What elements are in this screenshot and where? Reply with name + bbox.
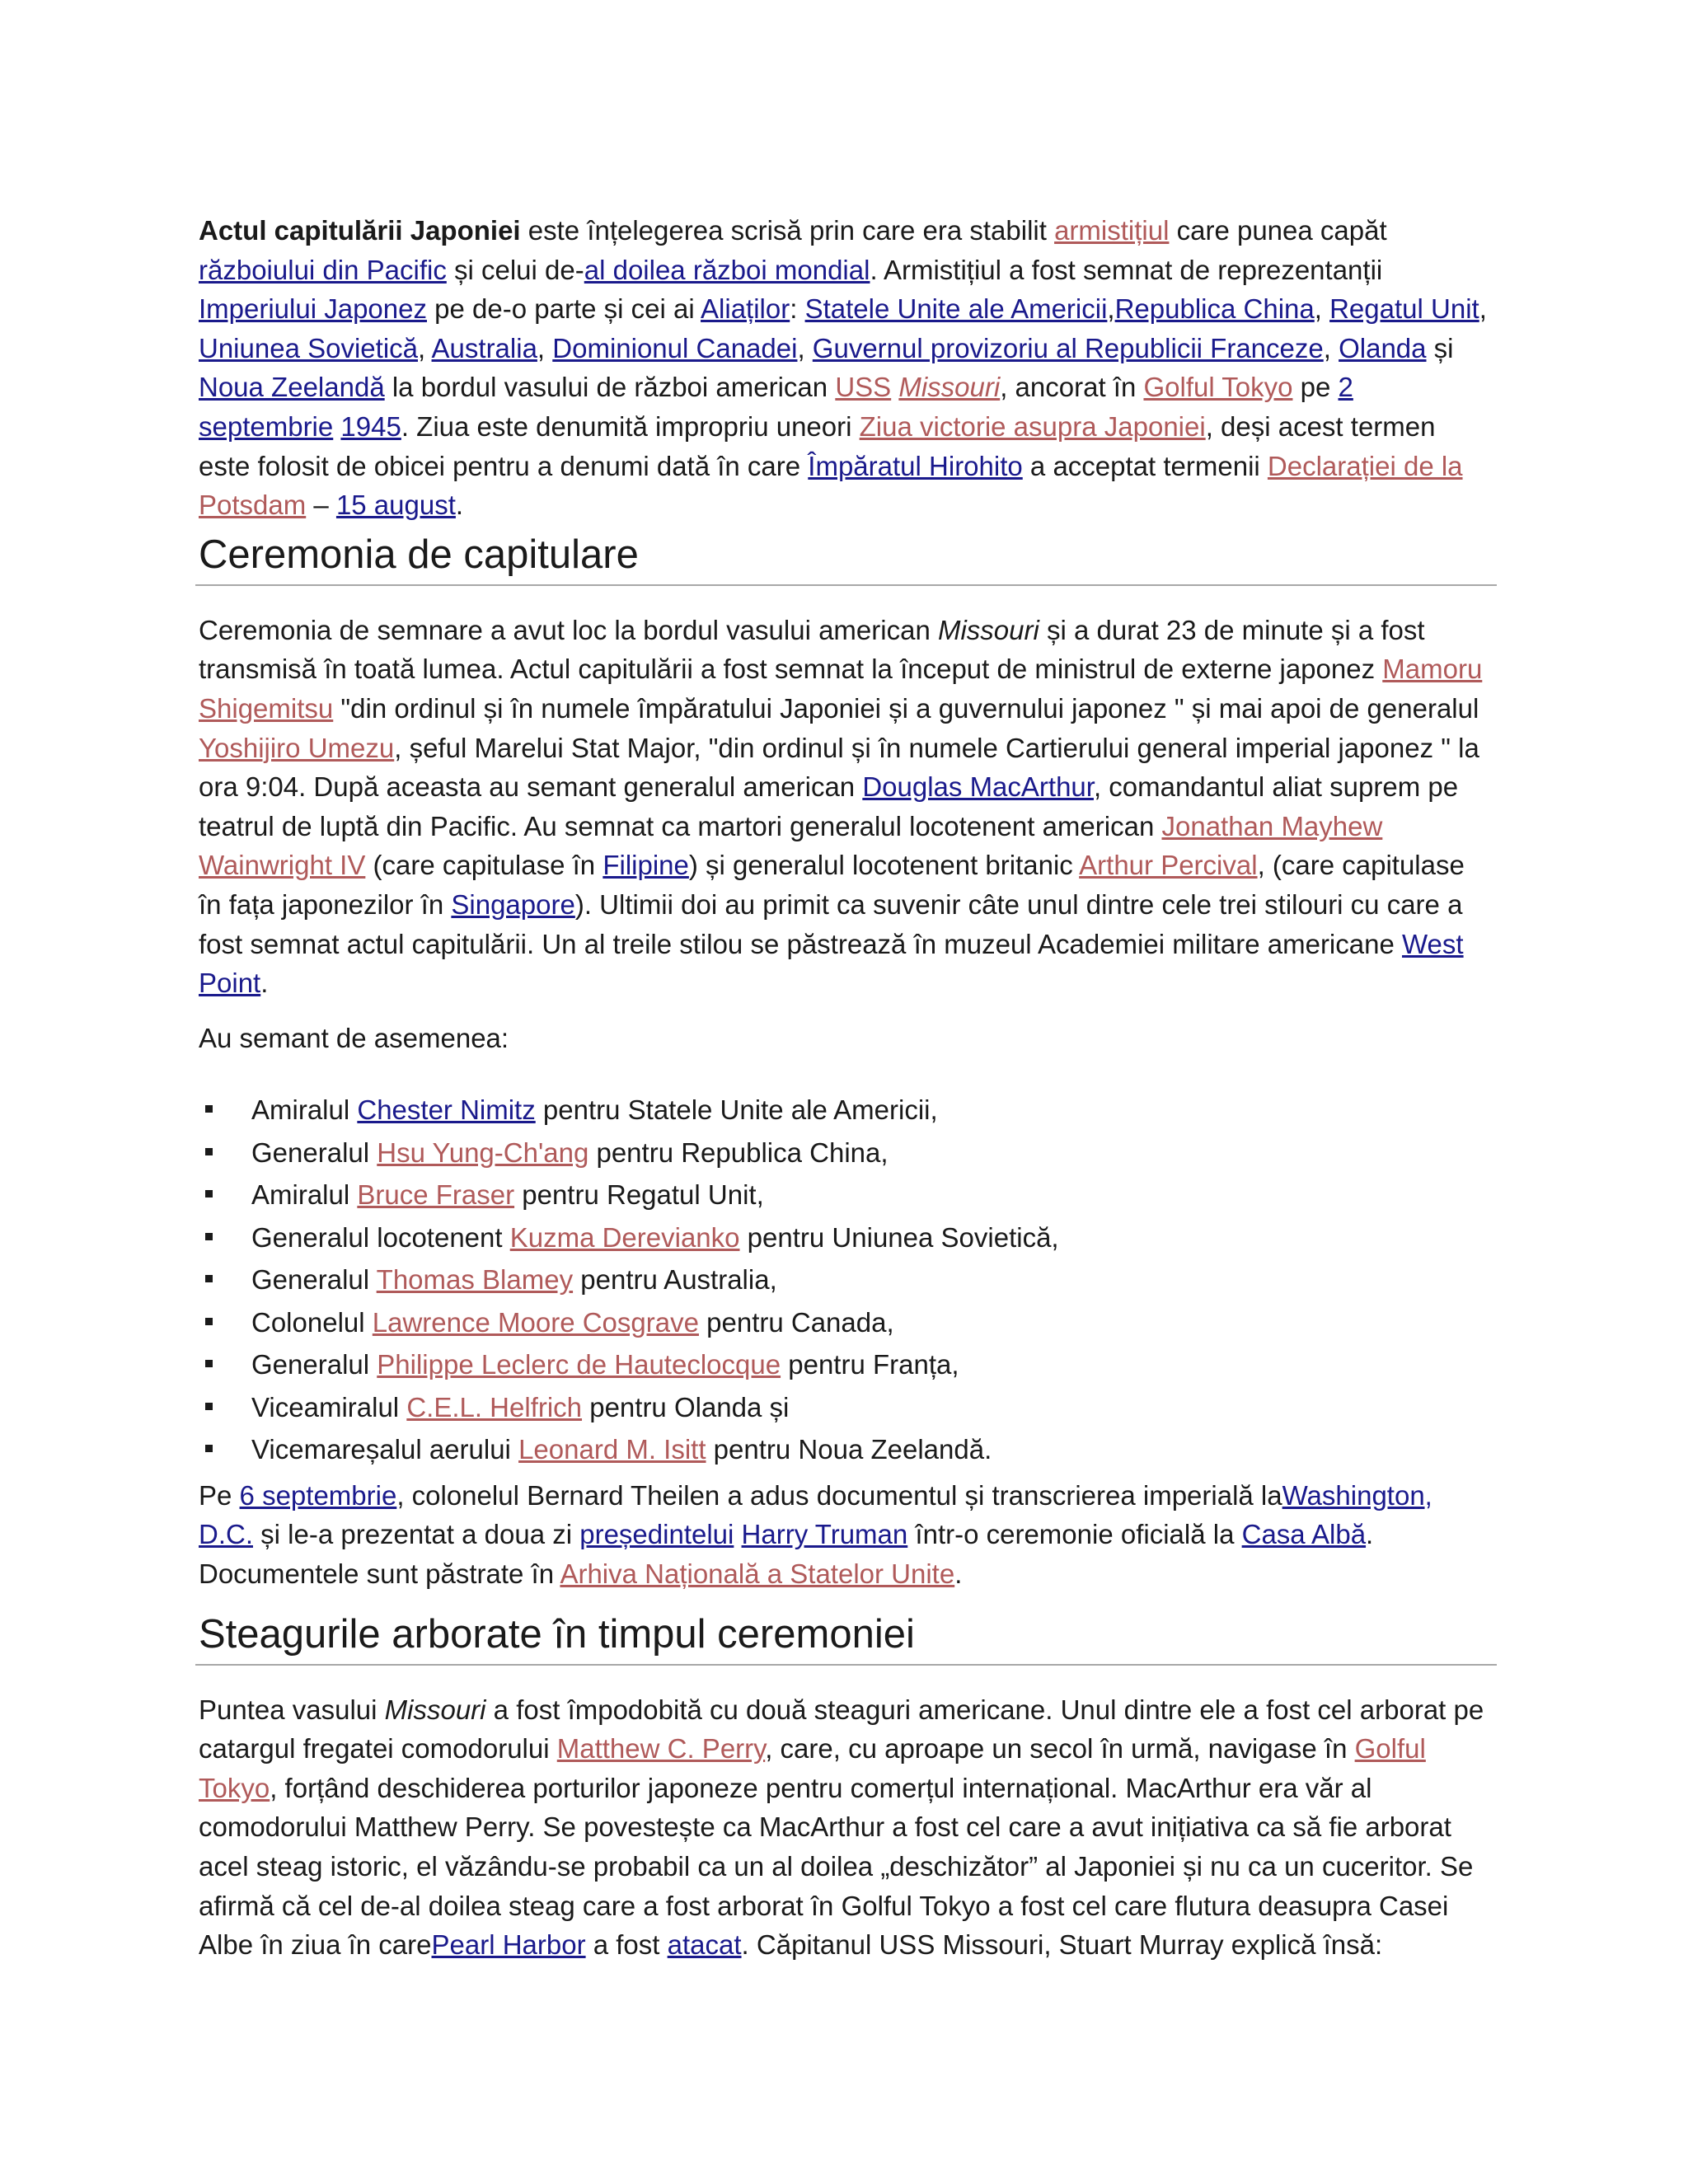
link-washington-d-c[interactable]: Washington, D.C. — [199, 1479, 1432, 1550]
link-kuzma-derevianko[interactable]: Kuzma Derevianko — [509, 1221, 740, 1253]
text-run: . Ziua este denumită impropriu uneori — [401, 410, 860, 442]
text-run: . Armistițiul a fost semnat de reprezentanții — [870, 254, 1383, 285]
ceremony-paragraph-1 — [199, 611, 1493, 1003]
link-uss[interactable]: USS — [835, 372, 892, 403]
signer-country: pentru Uniunea Sovietică, — [739, 1221, 1059, 1253]
text-run: și — [1426, 332, 1454, 363]
text-run: (care capitulase în — [365, 850, 603, 881]
ceremony-paragraph-3 — [199, 1476, 1493, 1594]
text-run: , colonelul Bernard Theilen a adus documentul și transcrierea imperială la — [396, 1479, 1282, 1511]
list-item — [199, 1216, 1493, 1259]
section-heading-flags: Steagurile arborate în timpul ceremoniei — [195, 1610, 1497, 1666]
text-run: la bordul vasului de război american — [384, 372, 836, 403]
text-run: , (care capitulase în fața japonezilor în — [199, 850, 1465, 920]
text-run: , — [1479, 293, 1487, 325]
square-bullet-icon — [205, 1233, 213, 1240]
text-run: , — [537, 332, 553, 363]
link-matthew-c-perry[interactable]: Matthew C. Perry — [556, 1733, 766, 1765]
link-australia[interactable]: Australia — [431, 332, 537, 363]
square-bullet-icon — [205, 1190, 213, 1197]
signer-country: pentru Franța, — [781, 1349, 959, 1380]
signer-role: Generalul locotenent — [251, 1221, 510, 1253]
text-run: , deși acest termen este folosit de obicei pentru a denumi dată în care — [199, 410, 1436, 481]
list-item — [199, 1343, 1493, 1386]
link-chester-nimitz[interactable]: Chester Nimitz — [357, 1094, 536, 1126]
link-harry-truman[interactable]: Harry Truman — [741, 1519, 908, 1550]
link-jonathan-mayhew-wainwright-iv[interactable]: Jonathan Mayhew Wainwright IV — [199, 810, 1383, 881]
link-singapore[interactable]: Singapore — [451, 888, 575, 920]
text-run: și le-a prezentat a doua zi — [253, 1519, 580, 1550]
link-c-e-l-helfrich[interactable]: C.E.L. Helfrich — [406, 1391, 583, 1422]
text-run: , comandantul aliat suprem pe teatrul de luptă din Pacific. Au semnat ca martori generalul locotenent american — [199, 771, 1459, 841]
square-bullet-icon — [205, 1445, 213, 1452]
bold-term: Actul capitulării Japoniei — [199, 215, 521, 246]
ceremony-paragraph-2: Au semant de asemenea: — [199, 1022, 509, 1053]
text-run: care punea capăt — [1169, 215, 1387, 246]
link-olanda[interactable]: Olanda — [1339, 332, 1427, 363]
link-1945[interactable]: 1945 — [340, 410, 401, 442]
section-flags-body — [199, 1690, 1493, 1965]
text-run: . Documentele sunt păstrate în — [199, 1519, 1374, 1589]
list-item — [199, 1258, 1493, 1301]
text-run: , — [1314, 293, 1330, 325]
signer-country: pentru Statele Unite ale Americii, — [535, 1094, 938, 1126]
link-6-septembrie[interactable]: 6 septembrie — [239, 1479, 397, 1511]
list-item — [199, 1132, 1493, 1174]
square-bullet-icon — [205, 1360, 213, 1367]
signer-role: Generalul — [251, 1137, 377, 1168]
italic-term: Missouri — [937, 614, 1039, 645]
square-bullet-icon — [205, 1105, 213, 1113]
square-bullet-icon — [205, 1275, 213, 1282]
text-run: a acceptat termenii — [1022, 450, 1268, 481]
link-hsu-yung-ch-ang[interactable]: Hsu Yung-Ch'ang — [377, 1137, 589, 1168]
text-run: Pe — [199, 1479, 240, 1511]
text-run: , care, cu aproape un secol în urmă, navigase în — [765, 1733, 1355, 1765]
square-bullet-icon — [205, 1148, 213, 1155]
text-run: și a durat 23 de minute și a fost transmisă în toată lumea. Actul capitulării a fost semnat la început de ministrul de externe japonez — [199, 614, 1425, 685]
link-pearl-harbor[interactable]: Pearl Harbor — [431, 1929, 586, 1961]
intro-paragraph — [199, 211, 1493, 525]
link-aliatilor[interactable]: Aliaților — [701, 293, 790, 325]
link-thomas-blamey[interactable]: Thomas Blamey — [376, 1264, 574, 1296]
signer-role: Colonelul — [251, 1306, 373, 1338]
text-run: pe de-o parte și cei ai — [427, 293, 701, 325]
link-razboiului-din-pacific[interactable]: războiului din Pacific — [199, 254, 447, 285]
text-run: – — [306, 490, 336, 521]
link-dominionul-canadei[interactable]: Dominionul Canadei — [552, 332, 798, 363]
link-filipine[interactable]: Filipine — [603, 850, 689, 881]
link-mamoru-shigemitsu[interactable]: Mamoru Shigemitsu — [199, 654, 1483, 724]
section-flags — [199, 1610, 1493, 1965]
link-noua-zeelanda[interactable]: Noua Zeelandă — [199, 372, 385, 403]
signer-country: pentru Canada, — [698, 1306, 894, 1338]
text-run — [891, 372, 898, 402]
text-run: este înțelegerea scrisă prin care era stabilit — [520, 215, 1055, 246]
link-lawrence-moore-cosgrave[interactable]: Lawrence Moore Cosgrave — [372, 1306, 699, 1338]
text-run: , ancorat în — [1000, 372, 1144, 403]
link-15-august[interactable]: 15 august — [335, 490, 456, 521]
text-run: a fost împodobită cu două steaguri americane. Unul dintre ele a fost cel arborat pe catargul fregatei comodorului — [199, 1694, 1484, 1765]
link-imperiului-japonez[interactable]: Imperiului Japonez — [199, 293, 427, 325]
signer-country: pentru Republica China, — [588, 1137, 889, 1168]
section-heading-ceremony: Ceremonia de capitulare — [195, 530, 1497, 586]
signer-country: pentru Australia, — [573, 1264, 777, 1296]
link-arhiva-nationala-a-statelor-unite[interactable]: Arhiva Națională a Statelor Unite — [560, 1558, 955, 1589]
link-philippe-leclerc-de-hauteclocque[interactable]: Philippe Leclerc de Hauteclocque — [377, 1349, 781, 1380]
link-regatul-unit[interactable]: Regatul Unit — [1329, 293, 1479, 325]
text-run: ). Ultimii doi au primit ca suvenir câte unul dintre cele trei stilouri cu care a fost semnat actul capitulării. Un al treile stilou se păstrează în muzeul Academiei militare americane — [199, 888, 1463, 959]
link-imparatul-hirohito[interactable]: Împăratul Hirohito — [808, 450, 1023, 481]
signer-country: pentru Noua Zeelandă. — [706, 1434, 992, 1465]
link-uniunea-sovietica[interactable]: Uniunea Sovietică — [199, 332, 418, 363]
link-leonard-m-isitt[interactable]: Leonard M. Isitt — [518, 1434, 706, 1465]
text-run: a fost — [585, 1929, 668, 1961]
signer-role: Vicemareșalul aerului — [251, 1434, 519, 1465]
link-arthur-percival[interactable]: Arthur Percival — [1079, 850, 1258, 881]
link-west-point[interactable]: West Point — [199, 928, 1464, 999]
text-run: și celui de- — [446, 254, 584, 285]
link-guvernul-provizoriu-al-republicii-franceze[interactable]: Guvernul provizoriu al Republicii Franceze — [812, 332, 1324, 363]
link-douglas-macarthur[interactable]: Douglas MacArthur — [862, 771, 1094, 803]
link-golful-tokyo[interactable]: Golful Tokyo — [199, 1733, 1426, 1803]
link-republica-china[interactable]: Republica China — [1114, 293, 1315, 325]
italic-term: Missouri — [384, 1694, 486, 1725]
link-declaratiei-de-la-potsdam[interactable]: Declarației de la Potsdam — [199, 450, 1463, 521]
text-run: , șeful Marelui Stat Major, "din ordinul și în numele Cartierului general imperial japonez " la ora 9:04. După aceasta au semant generalul american — [199, 732, 1479, 803]
signer-role: Generalul — [251, 1264, 377, 1296]
text-run: , — [1323, 332, 1339, 363]
link-presedintelui[interactable]: președintelui — [579, 1519, 734, 1550]
text-run: într-o ceremonie oficială la — [907, 1519, 1242, 1550]
text-run: Ceremonia de semnare a avut loc la bordul vasului american — [199, 614, 938, 645]
text-run: . — [260, 968, 269, 999]
link-golful-tokyo[interactable]: Golful Tokyo — [1143, 372, 1293, 403]
link-ziua-victorie-asupra-japoniei[interactable]: Ziua victorie asupra Japoniei — [859, 410, 1206, 442]
section-ceremony-body — [199, 611, 1493, 1594]
link-casa-alba[interactable]: Casa Albă — [1241, 1519, 1367, 1550]
text-run: , forțând deschiderea porturilor japoneze pentru comerțul internațional. MacArthur era văr al comodorului Matthew Perry. Se povestește ca MacArthur a fost cel care a avut inițiativa ca să fie arborat acel steag istoric, el văzându-se probabil ca un al doilea „deschizător” al Japoniei și nu ca un cuceritor. Se afirmă că cel de-al doilea steag care a fost arborat în Golful Tokyo a fost cel care flutura deasupra Casei Albe în ziua în care — [199, 1772, 1474, 1961]
square-bullet-icon — [205, 1403, 213, 1410]
text-run — [734, 1519, 741, 1549]
signer-country: pentru Regatul Unit, — [514, 1179, 764, 1211]
signers-list — [199, 1089, 1493, 1471]
flags-paragraph-1 — [199, 1690, 1493, 1965]
list-item — [199, 1301, 1493, 1344]
link-bruce-fraser[interactable]: Bruce Fraser — [357, 1179, 515, 1211]
link-yoshijiro-umezu[interactable]: Yoshijiro Umezu — [199, 732, 395, 763]
list-item — [199, 1386, 1493, 1429]
link-missouri[interactable]: Missouri — [898, 372, 1001, 403]
text-run: . Căpitanul USS Missouri, Stuart Murray explică însă: — [741, 1929, 1383, 1961]
link-statele-unite-ale-americii[interactable]: Statele Unite ale Americii — [804, 293, 1108, 325]
link-armistitiul[interactable]: armistițiul — [1054, 215, 1170, 246]
link-2-septembrie[interactable]: 2 septembrie — [199, 372, 1353, 442]
text-run: ) și generalul locotenent britanic — [688, 850, 1080, 881]
list-item — [199, 1428, 1493, 1471]
text-run: Puntea vasului — [199, 1694, 385, 1725]
signer-role: Amiralul — [251, 1094, 358, 1126]
link-atacat[interactable]: atacat — [667, 1929, 742, 1961]
signer-role: Viceamiralul — [251, 1391, 407, 1422]
text-run: . — [954, 1558, 963, 1589]
text-run: : — [790, 293, 805, 325]
text-run: , — [418, 332, 432, 363]
list-item — [199, 1174, 1493, 1216]
text-run: , — [797, 332, 813, 363]
text-run: "din ordinul și în numele împăratului Japoniei și a guvernului japonez " și mai apoi de generalul — [333, 692, 1479, 724]
text-run: . — [455, 490, 464, 521]
square-bullet-icon — [205, 1318, 213, 1325]
text-run: pe — [1292, 372, 1339, 403]
link-al-doilea-razboi-mondial[interactable]: al doilea război mondial — [584, 254, 870, 285]
text-run: , — [1107, 293, 1115, 325]
list-item — [199, 1089, 1493, 1132]
signer-country: pentru Olanda și — [582, 1391, 790, 1422]
signer-role: Amiralul — [251, 1179, 358, 1211]
signer-role: Generalul — [251, 1349, 377, 1380]
